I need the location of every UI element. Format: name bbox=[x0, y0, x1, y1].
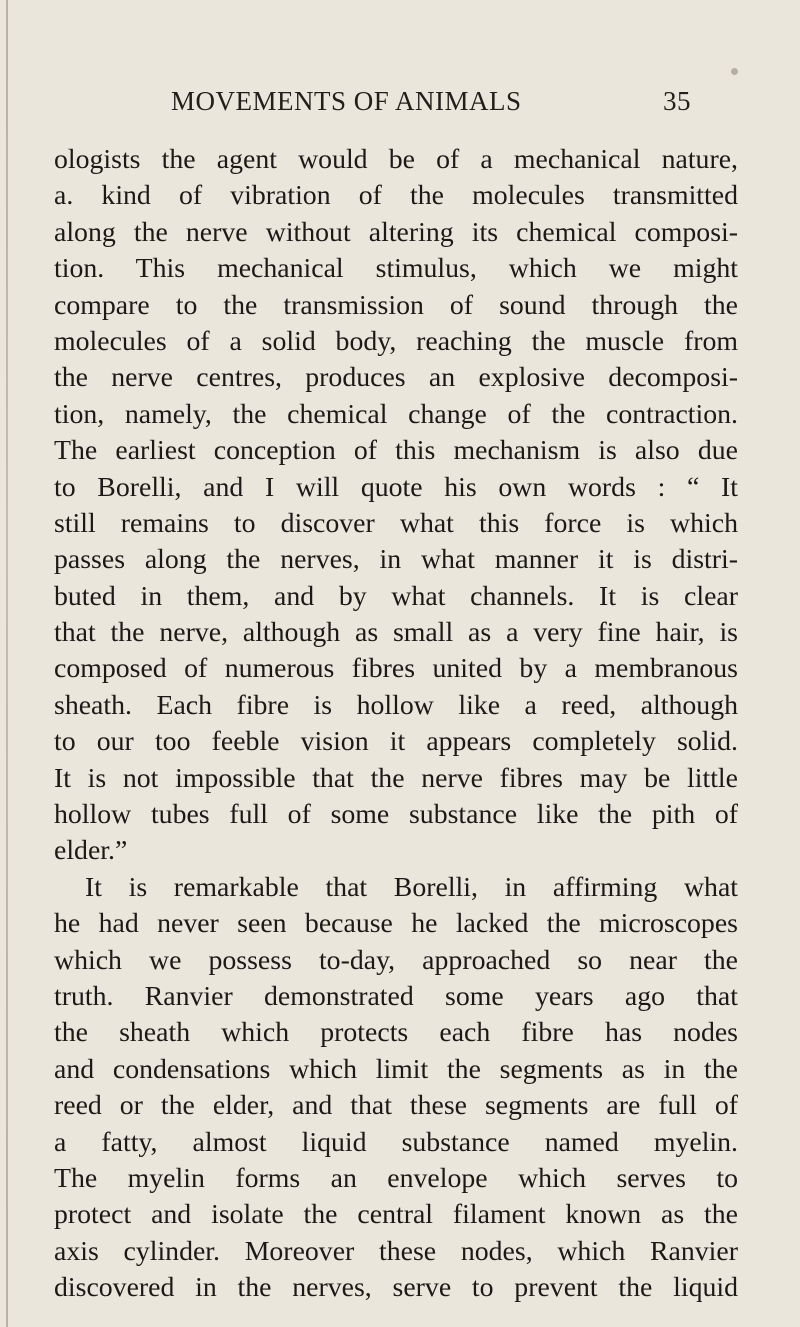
text-line: a. kind of vibration of the molecules transmitted bbox=[54, 180, 738, 212]
text-line: axis cylinder. Moreover these nodes, which Ranvier bbox=[54, 1235, 738, 1267]
text-line: to our too feeble vision it appears completely solid. bbox=[54, 726, 738, 758]
text-line: sheath. Each fibre is hollow like a reed, although bbox=[54, 689, 738, 721]
text-line: buted in them, and by what channels. It is clear bbox=[54, 580, 738, 612]
paragraph-2 bbox=[54, 870, 738, 1307]
text-line: ologists the agent would be of a mechanical nature, bbox=[54, 144, 738, 175]
text-line: It is not impossible that the nerve fibres may be little bbox=[54, 762, 738, 794]
body-text bbox=[54, 142, 738, 1307]
text-line: composed of numerous fibres united by a membranous bbox=[54, 653, 738, 685]
page-number: 35 bbox=[663, 86, 691, 116]
text-line: along the nerve without altering its chemical composi- bbox=[54, 216, 738, 248]
text-line: hollow tubes full of some substance like the pith of bbox=[54, 799, 738, 831]
text-line: The earliest conception of this mechanism is also due bbox=[54, 435, 738, 467]
text-line: truth. Ranvier demonstrated some years ago that bbox=[54, 980, 738, 1012]
text-line: and condensations which limit the segments as in the bbox=[54, 1053, 738, 1085]
text-line: compare to the transmission of sound through the bbox=[54, 289, 738, 321]
text-line: It is remarkable that Borelli, in affirming what bbox=[85, 871, 738, 903]
text-line: The myelin forms an envelope which serves to bbox=[54, 1162, 738, 1194]
text-line: protect and isolate the central filament known as the bbox=[54, 1199, 738, 1231]
text-line: reed or the elder, and that these segments are full of bbox=[54, 1090, 738, 1122]
text-line: a fatty, almost liquid substance named myelin. bbox=[54, 1126, 738, 1158]
text-line: tion, namely, the chemical change of the contraction. bbox=[54, 398, 738, 430]
running-title: MOVEMENTS OF ANIMALS bbox=[171, 86, 522, 116]
paragraph-1 bbox=[54, 142, 738, 870]
text-line: that the nerve, although as small as a very fine hair, is bbox=[54, 617, 738, 649]
page-header bbox=[171, 86, 691, 117]
text-line: still remains to discover what this force is which bbox=[54, 507, 738, 539]
text-line: tion. This mechanical stimulus, which we might bbox=[54, 253, 738, 285]
page-edge-shadow bbox=[6, 0, 8, 1327]
text-line: elder.” bbox=[54, 835, 128, 867]
text-line: which we possess to-day, approached so near the bbox=[54, 944, 738, 976]
text-line: he had never seen because he lacked the microscopes bbox=[54, 908, 738, 940]
text-line: the sheath which protects each fibre has nodes bbox=[54, 1017, 738, 1049]
paper-speck bbox=[731, 68, 738, 75]
text-line: the nerve centres, produces an explosive decomposi- bbox=[54, 362, 738, 394]
text-line: passes along the nerves, in what manner it is distri- bbox=[54, 544, 738, 576]
text-line: to Borelli, and I will quote his own words : “ It bbox=[54, 471, 738, 503]
text-line: molecules of a solid body, reaching the muscle from bbox=[54, 325, 738, 357]
text-line: discovered in the nerves, serve to prevent the liquid bbox=[54, 1272, 738, 1304]
